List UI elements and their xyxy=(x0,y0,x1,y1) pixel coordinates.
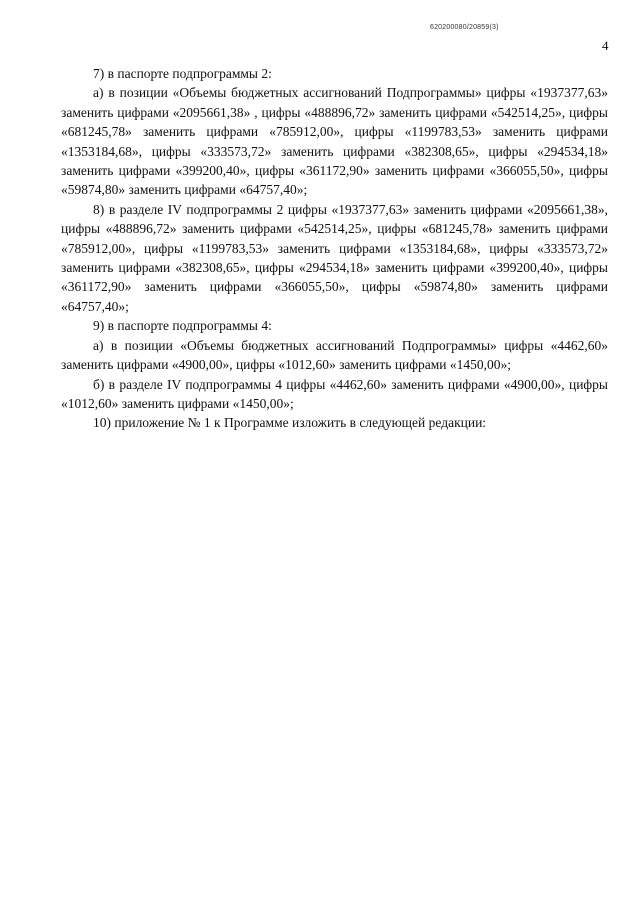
paragraph-item-7: 7) в паспорте подпрограммы 2: xyxy=(93,66,272,81)
paragraph-item-8: 8) в разделе IV подпрограммы 2 цифры «1937377,63» заменить цифрами «2095661,38», цифры «488896,72» заменить цифрами «542514,25», цифры «681245,78» заменить цифрами «785912,00», цифры «1199783,53» заменить цифрами «1353184,68», цифры «333573,72» заменить цифрами «382308,65», цифры «294534,18» заменить цифрами «399200,40», цифры «361172,90» заменить цифрами «366055,50», цифры «59874,80» заменить цифрами «64757,40»; xyxy=(61,201,608,314)
document-id: 620200080/20859(3) xyxy=(430,24,499,31)
paragraph-item-10: 10) приложение № 1 к Программе изложить в следующей редакции: xyxy=(93,415,487,431)
page-number: 4 xyxy=(602,38,609,53)
paragraph-item-9: 9) в паспорте подпрограммы 4: xyxy=(93,318,272,334)
paragraph-item-9b: б) в разделе IV подпрограммы 4 цифры «4462,60» заменить цифрами «4900,00», цифры «1012,60» заменить цифрами «1450,00»; xyxy=(61,376,608,411)
document-body xyxy=(61,64,608,433)
paragraph-item-9a: а) в позиции «Объемы бюджетных ассигнований Подпрограммы» цифры «4462,60» заменить цифрами «4900,00», цифры «1012,60» заменить цифрами «1450,00»; xyxy=(61,337,608,373)
paragraph-item-7a: а) в позиции «Объемы бюджетных ассигнований Подпрограммы» цифры «1937377,63» заменить цифрами «2095661,38» , цифры «488896,72» заменить цифрами «542514,25», цифры «681245,78» заменить цифрами «785912,00», цифры «1199783,53» заменить цифрами «1353184,68», цифры «333573,72» заменить цифрами «382308,65», цифры «294534,18» заменить цифрами «399200,40», цифры «361172,90» заменить цифрами «366055,50», цифры «59874,80» заменить цифрами «64757,40»; xyxy=(61,85,608,198)
